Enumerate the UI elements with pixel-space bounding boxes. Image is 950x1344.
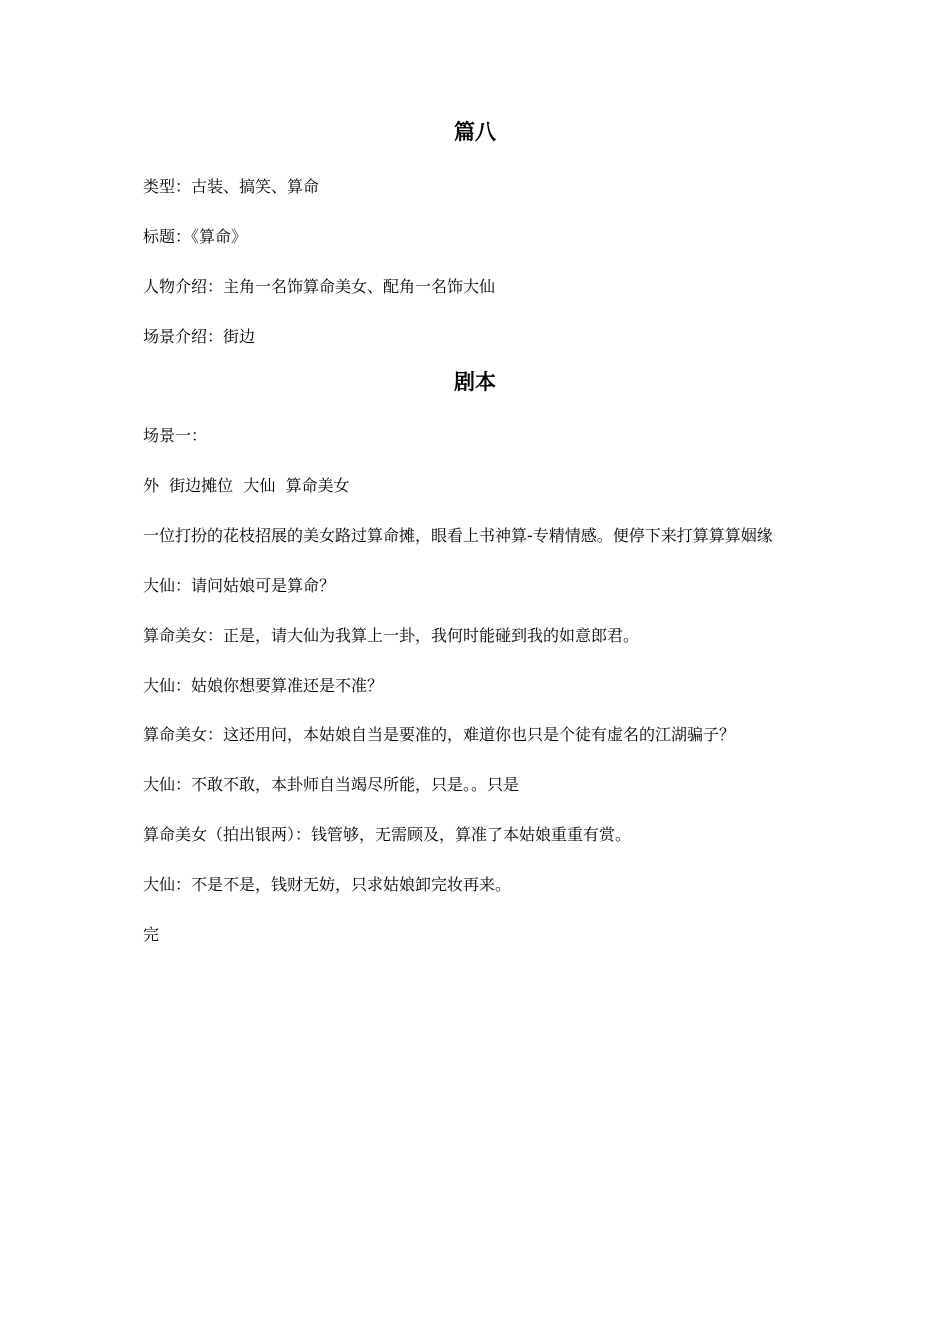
scene-heading: 外 街边摊位 大仙 算命美女 <box>143 476 350 495</box>
document-title: 篇八 <box>454 120 496 144</box>
characters-line: 人物介绍：主角一名饰算命美女、配角一名饰大仙 <box>143 277 496 296</box>
title-line: 标题：《算命》 <box>143 227 248 246</box>
action-line: 一位打扮的花枝招展的美女路过算命摊，眼看上书神算-专精情感。便停下来打算算算姻缘 <box>143 526 773 545</box>
genre-line: 类型：古装、搞笑、算命 <box>143 177 320 196</box>
setting-line: 场景介绍：街边 <box>143 327 256 346</box>
dialogue-line: 大仙：姑娘你想要算准还是不准？ <box>143 676 384 695</box>
dialogue-line: 大仙：请问姑娘可是算命？ <box>143 576 336 595</box>
scene-label: 场景一： <box>143 426 208 445</box>
end-marker: 完 <box>143 925 160 944</box>
script-heading: 剧本 <box>454 370 496 394</box>
dialogue-line: 大仙：不是不是，钱财无妨，只求姑娘卸完妆再来。 <box>143 875 512 894</box>
dialogue-line: 大仙：不敢不敢，本卦师自当竭尽所能，只是。。只是 <box>143 775 520 794</box>
dialogue-line: 算命美女：这还用问，本姑娘自当是要准的，难道你也只是个徒有虚名的江湖骗子？ <box>143 725 736 744</box>
dialogue-line: 算命美女（拍出银两）：钱管够，无需顾及，算准了本姑娘重重有赏。 <box>143 825 632 844</box>
dialogue-line: 算命美女：正是，请大仙为我算上一卦，我何时能碰到我的如意郎君。 <box>143 626 640 645</box>
